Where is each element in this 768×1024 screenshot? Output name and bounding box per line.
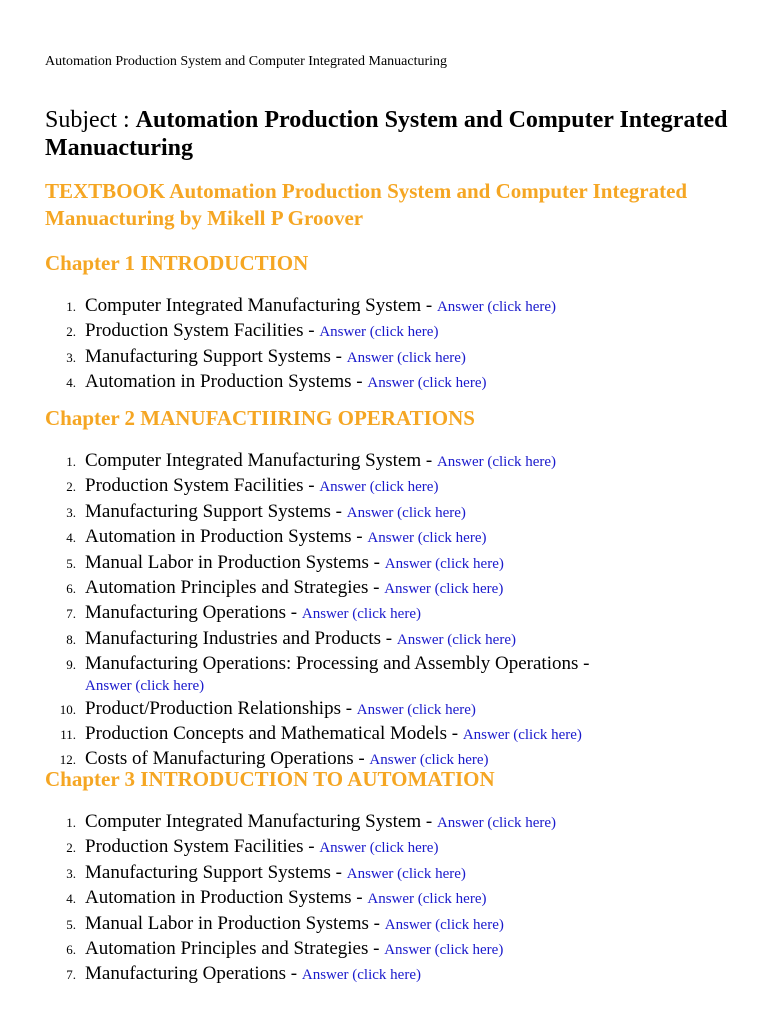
question-text: Manufacturing Support Systems - xyxy=(85,345,347,367)
answer-link[interactable]: Answer (click here) xyxy=(384,916,504,933)
answer-link[interactable]: Answer (click here) xyxy=(384,555,504,572)
question-text: Production System Facilities - xyxy=(85,836,320,858)
list-item xyxy=(45,601,735,626)
list-item xyxy=(45,937,735,962)
item-number: 6. xyxy=(66,942,76,958)
chapter-2-question-list xyxy=(45,449,735,773)
question-text: Computer Integrated Manufacturing System - xyxy=(85,450,437,471)
list-item xyxy=(45,722,735,747)
list-item xyxy=(45,912,735,937)
answer-link[interactable]: Answer (click here) xyxy=(436,815,557,831)
item-number: 7. xyxy=(66,967,76,983)
item-number: 5. xyxy=(66,555,76,571)
list-item xyxy=(45,294,735,319)
question-text: Manual Labor in Production Systems - xyxy=(85,551,385,573)
item-number: 2. xyxy=(66,324,76,340)
list-item xyxy=(45,576,735,601)
question-text: Costs of Manufacturing Operations - xyxy=(85,748,370,770)
item-number: 5. xyxy=(66,916,76,932)
answer-link[interactable]: Answer (click here) xyxy=(319,840,439,857)
subject-heading xyxy=(45,106,735,162)
answer-link[interactable]: Answer (click here) xyxy=(301,606,421,623)
question-text: Manufacturing Support Systems - xyxy=(85,500,347,522)
list-item xyxy=(45,886,735,911)
list-item xyxy=(45,652,735,696)
question-text: Manufacturing Support Systems - xyxy=(85,861,347,883)
subject-prefix: Subject : xyxy=(45,107,136,133)
answer-link[interactable]: Answer (click here) xyxy=(436,454,557,470)
item-number: 1. xyxy=(66,454,76,469)
list-item xyxy=(45,835,735,860)
item-number: 11. xyxy=(60,727,76,743)
answer-link[interactable]: Answer (click here) xyxy=(369,752,489,769)
textbook-heading: TEXTBOOK Automation Production System and Computer Integrated Manuacturing by Mikell P Groover xyxy=(45,179,688,230)
list-item xyxy=(45,500,735,525)
answer-link[interactable]: Answer (click here) xyxy=(346,349,466,366)
question-text: Manufacturing Operations - xyxy=(85,602,302,624)
question-text: Automation Principles and Strategies - xyxy=(85,577,385,599)
answer-link[interactable]: Answer (click here) xyxy=(319,479,439,496)
answer-link[interactable]: Answer (click here) xyxy=(384,942,504,959)
answer-link[interactable]: Answer (click here) xyxy=(367,530,487,547)
list-item xyxy=(45,810,735,835)
question-text: Manual Labor in Production Systems - xyxy=(85,912,385,934)
question-text: Production Concepts and Mathematical Models - xyxy=(85,723,463,745)
question-text: Manufacturing Operations: Processing and Assembly Operations - xyxy=(85,653,590,675)
item-number: 3. xyxy=(66,349,76,365)
chapter-3-heading: Chapter 3 INTRODUCTION TO AUTOMATION xyxy=(45,767,495,791)
item-number: 7. xyxy=(66,606,76,622)
list-item xyxy=(45,474,735,499)
answer-link[interactable]: Answer (click here) xyxy=(301,967,421,984)
item-number: 4. xyxy=(66,375,76,391)
answer-link[interactable]: Answer (click here) xyxy=(367,375,487,392)
question-text: Automation in Production Systems - xyxy=(85,887,368,909)
question-text: Production System Facilities - xyxy=(85,320,320,342)
item-number: 6. xyxy=(66,581,76,597)
question-text: Automation in Production Systems - xyxy=(85,371,368,393)
list-item xyxy=(45,525,735,550)
item-number: 9. xyxy=(66,657,76,673)
list-item xyxy=(45,319,735,344)
question-text: Product/Production Relationships - xyxy=(85,697,357,719)
answer-link[interactable]: Answer (click here) xyxy=(356,701,476,718)
list-item xyxy=(45,861,735,886)
item-number: 3. xyxy=(66,865,76,881)
chapter-2-heading: Chapter 2 MANUFACTIIRING OPERATIONS xyxy=(45,406,475,430)
answer-link[interactable]: Answer (click here) xyxy=(367,891,487,908)
answer-link[interactable]: Answer (click here) xyxy=(384,581,504,598)
chapter-1-question-list xyxy=(45,294,735,396)
list-item xyxy=(45,697,735,722)
chapter-1-heading: Chapter 1 INTRODUCTION xyxy=(45,251,309,275)
chapter-3-question-list xyxy=(45,810,735,988)
answer-link[interactable]: Answer (click here) xyxy=(462,727,582,744)
running-header: Automation Production System and Computer Integrated Manuacturing xyxy=(45,54,448,69)
answer-link[interactable]: Answer (click here) xyxy=(436,299,557,315)
subject-title: Automation Production System and Computer Integrated Manuacturing xyxy=(45,107,728,161)
question-text: Computer Integrated Manufacturing System - xyxy=(85,295,437,316)
answer-link[interactable]: Answer (click here) xyxy=(319,324,439,341)
item-number: 8. xyxy=(66,631,76,647)
answer-link[interactable]: Answer (click here) xyxy=(346,504,466,521)
list-item xyxy=(45,449,735,474)
item-number: 4. xyxy=(66,530,76,546)
list-item xyxy=(45,962,735,987)
answer-link[interactable]: Answer (click here) xyxy=(85,677,205,694)
item-number: 2. xyxy=(66,479,76,495)
question-text: Computer Integrated Manufacturing System - xyxy=(85,811,437,832)
question-text: Manufacturing Operations - xyxy=(85,963,302,985)
item-number: 1. xyxy=(66,815,76,830)
answer-link[interactable]: Answer (click here) xyxy=(396,631,516,648)
list-item xyxy=(45,627,735,652)
item-number: 4. xyxy=(66,891,76,907)
item-number: 3. xyxy=(66,504,76,520)
question-text: Automation in Production Systems - xyxy=(85,526,368,548)
list-item xyxy=(45,345,735,370)
question-text: Manufacturing Industries and Products - xyxy=(85,627,397,649)
question-text: Automation Principles and Strategies - xyxy=(85,938,385,960)
item-number: 1. xyxy=(66,299,76,314)
list-item xyxy=(45,370,735,395)
list-item xyxy=(45,551,735,576)
answer-link[interactable]: Answer (click here) xyxy=(346,865,466,882)
item-number: 10. xyxy=(59,701,76,717)
item-number: 2. xyxy=(66,840,76,856)
question-text: Production System Facilities - xyxy=(85,475,320,497)
item-number: 12. xyxy=(59,752,76,768)
